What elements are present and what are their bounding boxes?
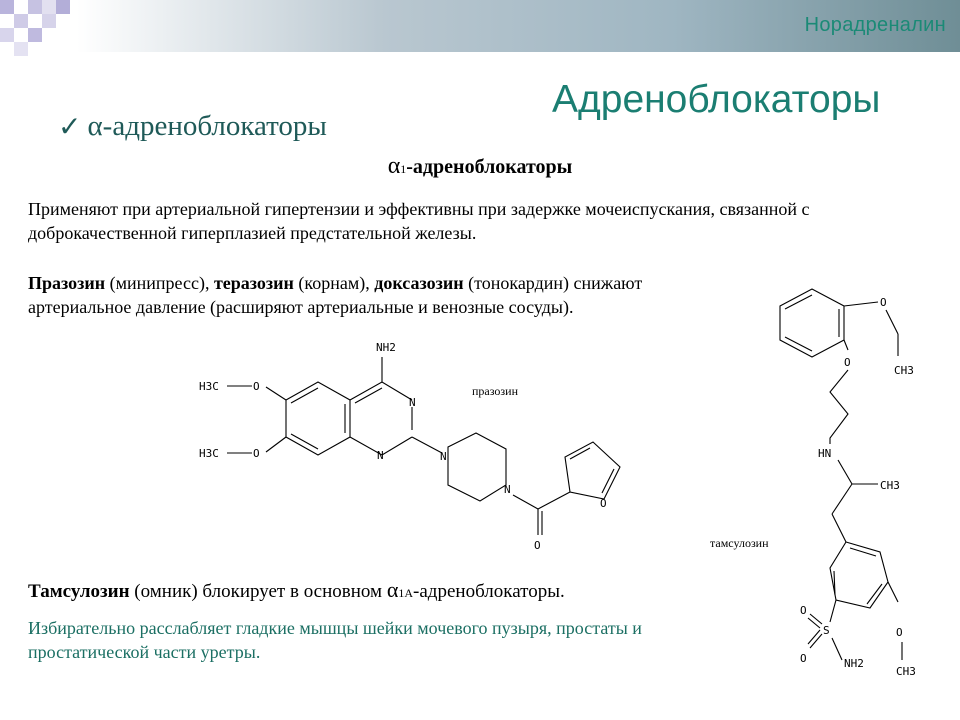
h3c-label: H3C	[199, 447, 219, 460]
tamsulosin-action-paragraph: Избирательно расслабляет гладкие мышцы шейки мочевого пузыря, простаты и простатической части уретры.	[28, 618, 642, 662]
tamsulosin-structure	[770, 262, 940, 687]
furan-ring	[565, 442, 620, 499]
o-label: O	[844, 356, 851, 369]
ch3-label: CH3	[880, 479, 900, 492]
n-label: N	[440, 450, 447, 463]
s-label: S	[823, 624, 830, 637]
piperazine-ring	[448, 433, 506, 501]
tamsulosin-paragraph: Тамсулозин (омник) блокирует в основном α1A-адреноблокаторы.	[28, 577, 565, 602]
drugs-paragraph: Празозин (минипресс), теразозин (корнам), доксазозин (тонокардин) снижают артериальное давление (расширяют артериальные и венозные сосуды).	[28, 273, 643, 317]
slide-title: Адреноблокаторы	[552, 78, 881, 121]
n-label: N	[377, 449, 384, 462]
o-label: O	[253, 447, 260, 460]
o-label: O	[534, 539, 541, 552]
subheading: α1-адреноблокаторы	[387, 153, 573, 179]
o-label: O	[800, 652, 807, 665]
benzene-ring	[286, 382, 350, 455]
benzene-ring	[830, 542, 888, 608]
hn-label: HN	[818, 447, 832, 460]
h3c-label: H3C	[199, 380, 219, 393]
corner-squares-decoration	[0, 0, 80, 60]
prazosin-structure	[190, 335, 640, 565]
bullet-text: α-адреноблокаторы	[87, 110, 327, 142]
o-label: O	[253, 380, 260, 393]
checkmark-icon: ✓	[58, 110, 82, 143]
o-label: O	[880, 296, 887, 309]
o-label: O	[800, 604, 807, 617]
bullet-heading	[58, 110, 327, 143]
indications-paragraph: Применяют при артериальной гипертензии и эффективны при задержке мочеиспускания, связанной с доброкачественной гиперплазией предстательной железы.	[28, 199, 810, 243]
n-label: N	[409, 396, 416, 409]
ch3-label: CH3	[896, 665, 916, 678]
o-label: O	[896, 626, 903, 639]
topic-label: Норадреналин	[804, 14, 946, 36]
benzene-ring	[780, 289, 844, 357]
n-label: N	[504, 483, 511, 496]
tamsulosin-structure-label: тамсулозин	[710, 536, 769, 550]
prazosin-structure-label: празозин	[472, 384, 519, 398]
ch3-label: CH3	[894, 364, 914, 377]
nh2-label: NH2	[844, 657, 864, 670]
nh2-label: NH2	[376, 341, 396, 354]
o-label: O	[600, 497, 607, 510]
